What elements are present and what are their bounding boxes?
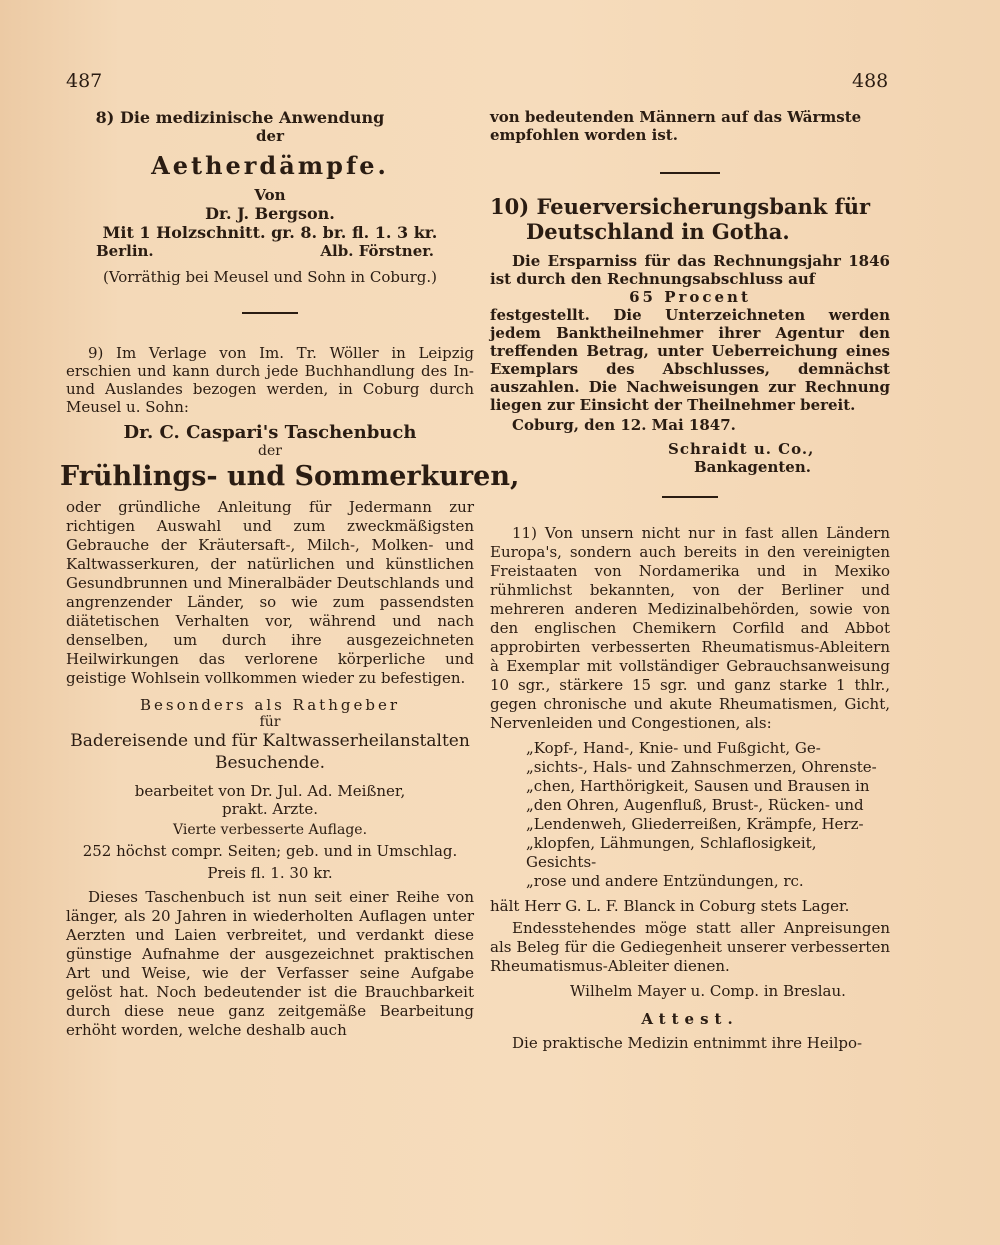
ad8-headline: Aetherdämpfe.: [151, 151, 389, 180]
ad10-signer: Schraidt u. Co.,: [668, 440, 815, 458]
ad8-stock: (Vorräthig bei Meusel und Sohn in Coburg.): [102, 268, 438, 286]
ad8-place: Berlin.: [96, 242, 154, 260]
ad9-pages: 252 höchst compr. Seiten; geb. und in Umschlag.: [82, 842, 458, 860]
list-item: „klopfen, Lähmungen, Schlaflosigkeit, Gesichts-: [526, 834, 817, 871]
ad11-attest-text: Die praktische Medizin entnimmt ihre Heilpo-: [512, 1034, 863, 1052]
ad10-percent: 65 Procent: [629, 288, 751, 306]
ad9-editor-title: prakt. Arzte.: [222, 800, 318, 818]
list-item: „den Ohren, Augenfluß, Brust-, Rücken- und: [526, 796, 864, 814]
ad9-editor: bearbeitet von Dr. Jul. Ad. Meißner,: [134, 782, 406, 800]
list-item: „sichts-, Hals- und Zahnschmerzen, Ohrenste-: [526, 758, 877, 776]
list-item: „rose und andere Entzündungen, rc.: [526, 872, 804, 890]
list-item: „Lendenweh, Gliederreißen, Krämpfe, Herz-: [526, 815, 864, 833]
ad11-signer: Wilhelm Mayer u. Comp. in Breslau.: [570, 982, 846, 1000]
ad9-price: Preis fl. 1. 30 kr.: [207, 864, 333, 882]
ad11-ailment-list: [490, 739, 890, 891]
ad9-intro: 9) Im Verlage von Im. Tr. Wöller in Leipzig erschien und kann durch jede Buchhandlung des In- und Auslandes bezogen werden, in Coburg durch Meusel u. Sohn:: [66, 344, 474, 416]
ad11-closing: Endesstehendes möge statt aller Anpreisungen als Beleg für die Gediegenheit unserer verbesserten Rheumatismus-Ableiter dienen.: [490, 919, 890, 975]
ad10-signer-role: Bankagenten.: [694, 458, 811, 476]
ad8-title: 8) Die medizinische Anwendung: [95, 108, 385, 127]
ad9-body: Dieses Taschenbuch ist nun seit einer Reihe von länger, als 20 Jahren in wiederholten Auflagen unter Aerzten und Laien verbreitet, und verdankt diese günstige Aufnahme der ausgezeichnet praktischen Art und Weise, wie der Verfasser seine Aufgabe gelöst hat. Noch bedeutender ist die Brauchbarkeit durch diese neue ganz zeitgemäße Bearbeitung erhöht worden, welche deshalb auch: [66, 888, 474, 1039]
ad-9: [60, 344, 520, 1040]
ad10-text-b: festgestellt. Die Unterzeichneten werden jedem Banktheilnehmer ihrer Agentur den treffenden Betrag, unter Ueberreichung eines Exemplars des Abschlusses, demnächst auszahlen. Die Nachweisungen zur Rechnung liegen zur Einsicht der Theilnehmer bereit.: [490, 306, 890, 414]
list-item: „Kopf-, Hand-, Knie- und Fußgicht, Ge-: [526, 739, 821, 757]
right-column: [490, 108, 890, 1052]
ad8-der: der: [256, 127, 284, 145]
ad10-text-a: Die Ersparniss für das Rechnungsjahr 1846 ist durch den Rechnungsabschluss auf: [490, 252, 890, 288]
ad-8: [66, 108, 474, 286]
page-number-right: 488: [852, 70, 889, 92]
ad8-author: Dr. J. Bergson.: [205, 204, 335, 223]
ad11-attest-heading: Attest.: [641, 1010, 739, 1028]
ad9-book-author: Dr. C. Caspari's Taschenbuch: [123, 422, 417, 443]
ad8-imprint: [66, 242, 474, 260]
ad9-der: der: [258, 443, 282, 459]
ad9-book-title: Frühlings- und Sommerkuren,: [60, 461, 520, 492]
ad11-stock: hält Herr G. L. F. Blanck in Coburg stets Lager.: [490, 897, 850, 915]
ad9-besonders: Besonders als Rathgeber: [139, 696, 400, 714]
ad9-description: oder gründliche Anleitung für Jedermann zur richtigen Auswahl und zum zweckmäßigsten Gebrauche der Kräutersaft-, Milch-, Molken- und Kaltwasserkuren, der natürlichen und künstlichen Gesundbrunnen und Mineralbäder Deutschlands und angrenzender Länder, so wie zum passendsten diätetischen Verhalten vor, während und nach denselben, um durch ihre ausgezeichneten Heilwirkungen das verlorene körperliche und geistige Wohlsein vollkommen wieder zu befestigen.: [66, 498, 474, 687]
ad10-title: 10) Feuerversicherungsbank für Deutschland in Gotha.: [490, 194, 871, 244]
ad11-text: 11) Von unsern nicht nur in fast allen Ländern Europa's, sondern auch bereits in den vereinigten Freistaaten von Nordamerika und in Mexiko rühmlichst bekannten, von der Berliner und mehreren anderen Medizinalbehörden, sowie von den englischen Chemikern Corfild and Abbot approbirten verbesserten Rheumatismus-Ableitern à Exemplar mit vollständiger Gebrauchsanweisung 10 sgr., stärkere 15 sgr. und ganz starke 1 thlr., gegen chronische und akute Rheumatismen, Gicht, Nervenleiden und Congestionen, als:: [490, 524, 890, 732]
ad9-audience: Badereisende und für Kaltwasserheilanstalten Besuchende.: [70, 731, 470, 773]
list-item: „chen, Harthörigkeit, Sausen und Brausen in: [526, 777, 870, 795]
ad-11: [490, 524, 890, 1052]
continuation-text: von bedeutenden Männern auf das Wärmste empfohlen worden ist.: [490, 108, 862, 144]
ad-10: [490, 194, 890, 476]
ad9-edition: Vierte verbesserte Auflage.: [172, 822, 368, 838]
ad10-date: Coburg, den 12. Mai 1847.: [512, 416, 736, 434]
divider: [662, 496, 718, 498]
divider: [242, 312, 298, 314]
left-column: [60, 108, 520, 1040]
page-number-left: 487: [66, 70, 103, 92]
ad8-von: Von: [254, 186, 286, 204]
ad8-publisher: Alb. Förstner.: [320, 242, 434, 260]
ad8-details: Mit 1 Holzschnitt. gr. 8. br. fl. 1. 3 kr.: [102, 223, 438, 242]
divider: [660, 172, 720, 174]
ad9-fuer: für: [259, 714, 281, 730]
